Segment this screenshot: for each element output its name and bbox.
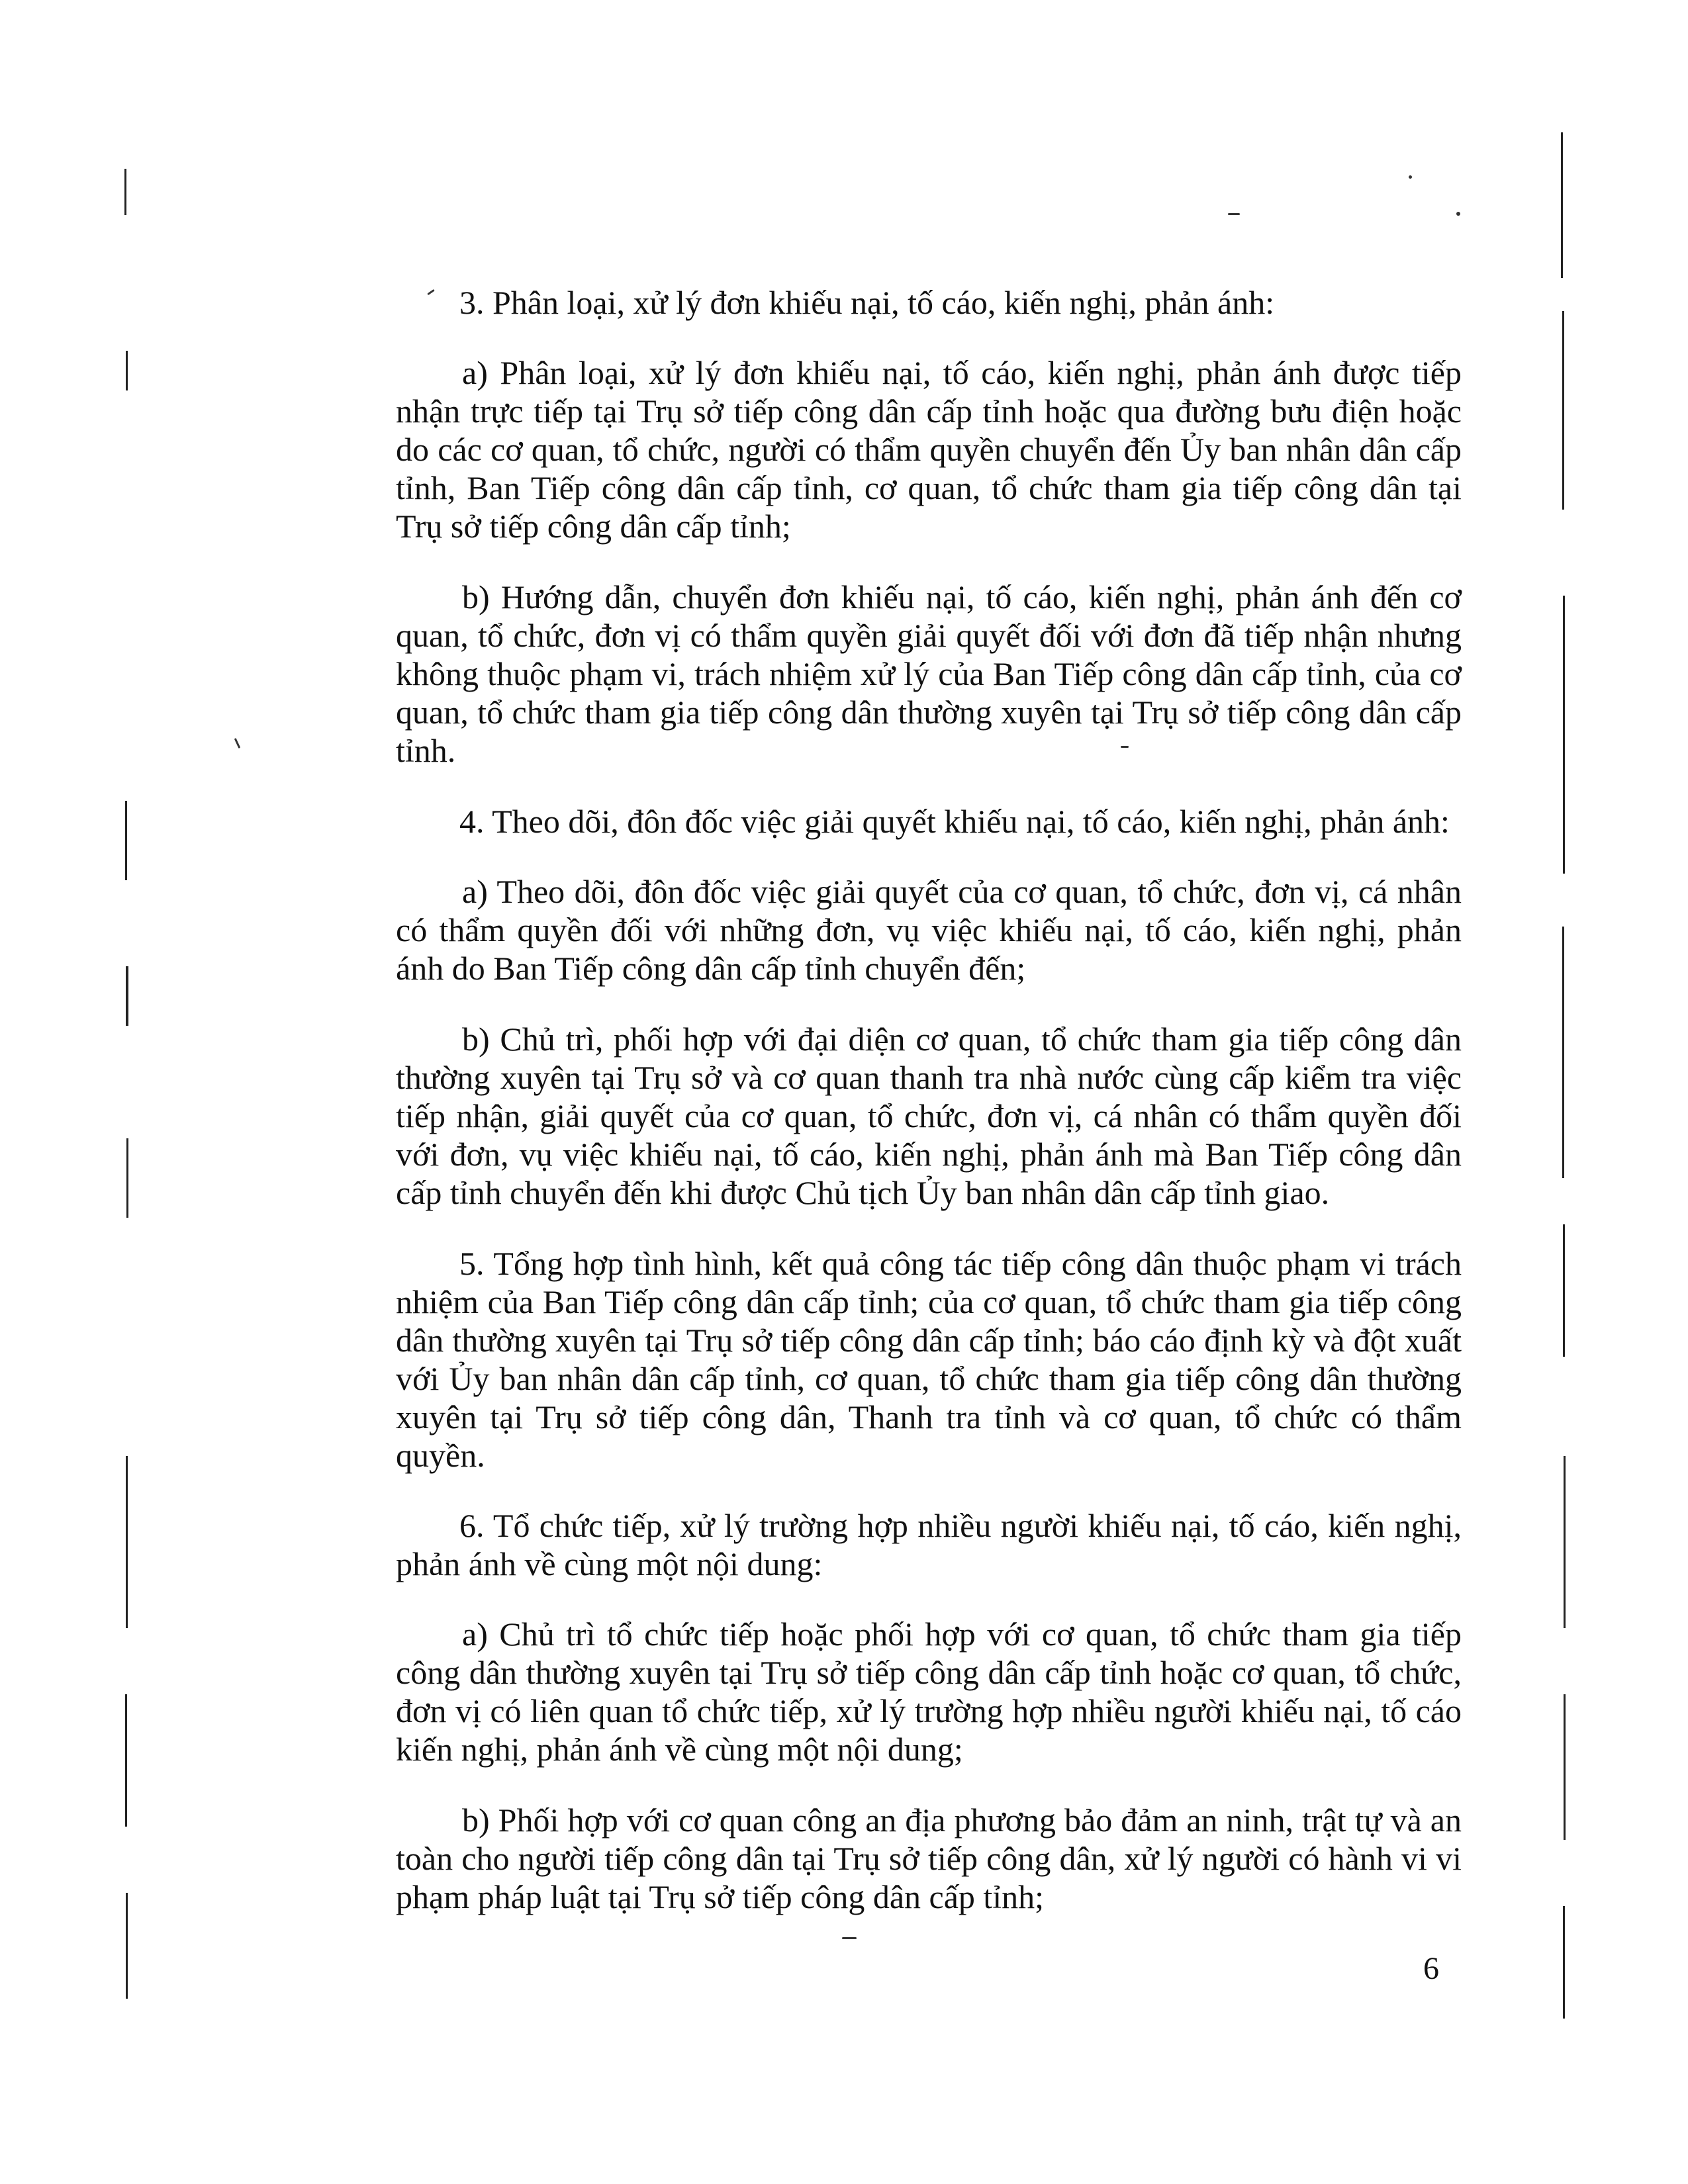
section-6-heading: 6. Tổ chức tiếp, xử lý trường hợp nhiều người khiếu nại, tố cáo, kiến nghị, phản ánh về cùng một nội dung: bbox=[396, 1507, 1462, 1582]
section-5-paragraph: 5. Tổng hợp tình hình, kết quả công tác tiếp công dân thuộc phạm vi trách nhiệm của Ban Tiếp công dân cấp tỉnh; của cơ quan, tổ chức tham gia tiếp công dân thường xuyên tại Trụ sở tiếp công dân cấp tỉnh; báo cáo định kỳ và đột xuất với Ủy ban nhân dân cấp tỉnh, cơ quan, tổ chức tham gia tiếp công dân thường xuyên tại Trụ sở tiếp công dân, Thanh tra tỉnh và cơ quan, tổ chức có thẩm quyền. bbox=[396, 1245, 1462, 1474]
right-margin-scan-line bbox=[1563, 1224, 1565, 1357]
left-margin-scan-line bbox=[126, 1893, 128, 1999]
right-margin-scan-line bbox=[1563, 1906, 1565, 2019]
section-4a-paragraph: a) Theo dõi, đôn đốc việc giải quyết của cơ quan, tổ chức, đơn vị, cá nhân có thẩm quyền đối với những đơn, vụ việc khiếu nại, tố cáo, kiến nghị, phản ánh do Ban Tiếp công dân cấp tỉnh chuyển đến; bbox=[396, 873, 1462, 987]
left-margin-scan-line bbox=[126, 966, 128, 1026]
section-3-heading: 3. Phân loại, xử lý đơn khiếu nại, tố cáo, kiến nghị, phản ánh: bbox=[459, 284, 1275, 321]
scan-speck bbox=[1228, 213, 1240, 215]
scan-speck bbox=[1409, 175, 1412, 179]
right-margin-scan-line bbox=[1564, 1694, 1566, 1840]
left-margin-scan-line bbox=[125, 801, 127, 880]
section-4b-paragraph: b) Chủ trì, phối hợp với đại diện cơ quan, tổ chức tham gia tiếp công dân thường xuyên tại Trụ sở và cơ quan thanh tra nhà nước cùng cấp kiểm tra việc tiếp nhận, giải quyết của cơ quan, tổ chức, đơn vị, cá nhân có thẩm quyền đối với đơn, vụ việc khiếu nại, tố cáo, kiến nghị, phản ánh mà Ban Tiếp công dân cấp tỉnh chuyển đến khi được Chủ tịch Ủy ban nhân dân cấp tỉnh giao. bbox=[396, 1021, 1462, 1211]
right-margin-scan-line bbox=[1562, 927, 1564, 1178]
left-margin-scan-line bbox=[125, 1694, 127, 1827]
right-margin-scan-line bbox=[1564, 1456, 1566, 1628]
section-6b-paragraph: b) Phối hợp với cơ quan công an địa phương bảo đảm an ninh, trật tự và an toàn cho người tiếp công dân tại Trụ sở tiếp công dân, xử lý người có hành vi vi phạm pháp luật tại Trụ sở tiếp công dân cấp tỉnh; bbox=[396, 1801, 1462, 1915]
left-margin-scan-line bbox=[126, 1456, 128, 1628]
right-margin-scan-line bbox=[1562, 311, 1564, 510]
section-3b-paragraph: b) Hướng dẫn, chuyển đơn khiếu nại, tố cáo, kiến nghị, phản ánh đến cơ quan, tổ chức, đơn vị có thẩm quyền giải quyết đối với đơn đã tiếp nhận nhưng không thuộc phạm vi, trách nhiệm xử lý của Ban Tiếp công dân cấp tỉnh, của cơ quan, tổ chức tham gia tiếp công dân thường xuyên tại Trụ sở tiếp công dân cấp tỉnh. bbox=[396, 578, 1462, 769]
right-margin-scan-line bbox=[1561, 132, 1563, 278]
left-margin-scan-line bbox=[124, 169, 126, 215]
section-6a-paragraph: a) Chủ trì tổ chức tiếp hoặc phối hợp với cơ quan, tổ chức tham gia tiếp công dân thường xuyên tại Trụ sở tiếp công dân cấp tỉnh hoặc cơ quan, tổ chức, đơn vị có liên quan tổ chức tiếp, xử lý trường hợp nhiều người khiếu nại, tố cáo kiến nghị, phản ánh về cùng một nội dung; bbox=[396, 1615, 1462, 1768]
left-margin-scan-line bbox=[126, 351, 128, 390]
scan-speck bbox=[1456, 212, 1460, 216]
section-4-heading: 4. Theo dõi, đôn đốc việc giải quyết khiếu nại, tố cáo, kiến nghị, phản ánh: bbox=[459, 803, 1450, 840]
document-body bbox=[396, 283, 1462, 1948]
left-margin-scan-line bbox=[126, 1138, 128, 1218]
page-number: 6 bbox=[1423, 1951, 1439, 1986]
right-margin-scan-line bbox=[1563, 596, 1565, 874]
scan-speck bbox=[234, 738, 240, 749]
section-3a-paragraph: a) Phân loại, xử lý đơn khiếu nại, tố cáo, kiến nghị, phản ánh được tiếp nhận trực tiếp tại Trụ sở tiếp công dân cấp tỉnh hoặc qua đường bưu điện hoặc do các cơ quan, tổ chức, người có thẩm quyền chuyển đến Ủy ban nhân dân cấp tỉnh, Ban Tiếp công dân cấp tỉnh, cơ quan, tổ chức tham gia tiếp công dân tại Trụ sở tiếp công dân cấp tỉnh; bbox=[396, 354, 1462, 545]
